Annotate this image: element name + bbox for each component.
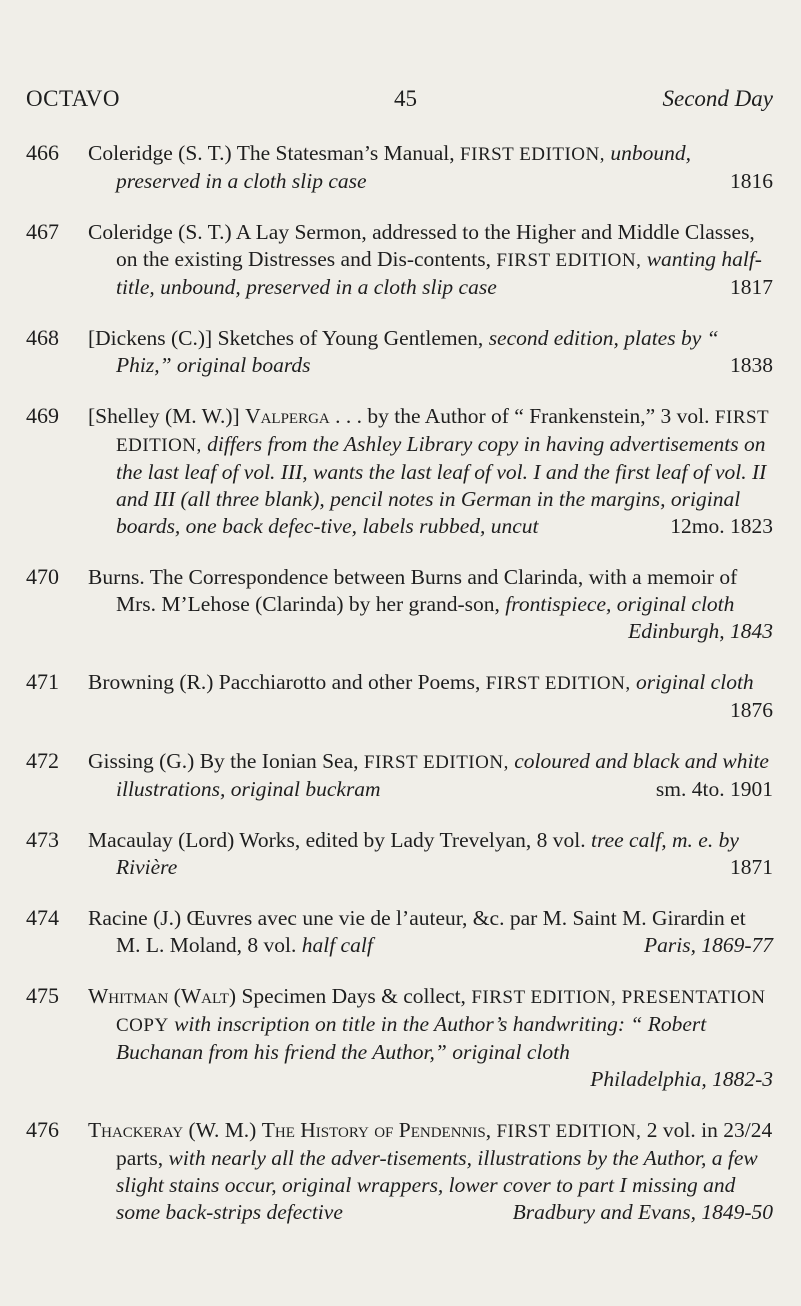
lot-author: Browning (R.) — [88, 670, 214, 694]
lot-description — [88, 983, 773, 1093]
lot-list — [26, 140, 773, 1250]
lot-entry — [26, 140, 773, 195]
lot-number: 471 — [26, 669, 59, 694]
lot-entry — [26, 325, 773, 379]
lot-condition: tree calf, m. e. by Rivière — [116, 828, 739, 879]
lot-author: Thackeray (W. M.) — [88, 1118, 257, 1142]
lot-condition: half calf — [301, 933, 373, 957]
lot-author: Burns. — [88, 565, 145, 589]
lot-entry — [26, 403, 773, 540]
lot-condition: differs from the Ashley Library copy in having advertisements on the last leaf of vol. III, wants the last leaf of vol. I and the first leaf of vol. II and III (all three blank), pencil notes in German in the margins, original boards, one back defec-tive, labels rubbed, uncut — [116, 432, 767, 538]
lot-imprint: Bradbury and Evans, 1849-50 — [512, 1200, 773, 1224]
lot-entry — [26, 748, 773, 803]
lot-edition: FIRST EDITION, — [116, 407, 769, 456]
lot-title: Specimen Days & collect, — [241, 984, 466, 1008]
lot-edition: FIRST EDITION, — [363, 752, 509, 773]
lot-imprint: sm. 4to. 1901 — [655, 777, 773, 801]
page-number: 45 — [394, 86, 417, 111]
lot-condition: with inscription on title in the Author’s handwriting: “ Robert Buchanan from his friend the Author,” original cloth — [116, 1012, 707, 1064]
lot-title: By the Ionian Sea, — [199, 749, 359, 773]
lot-number: 475 — [26, 983, 59, 1008]
lot-author: [Shelley (M. W.)] — [88, 404, 240, 428]
lot-title: 2 vol. in 23/24 parts, — [116, 1118, 773, 1170]
lot-description — [88, 1117, 773, 1226]
lot-number: 470 — [26, 564, 59, 589]
lot-number: 473 — [26, 827, 59, 852]
lot-author: Whitman (Walt) — [88, 984, 237, 1008]
lot-entry — [26, 983, 773, 1093]
lot-author: Coleridge (S. T.) — [88, 220, 232, 244]
lot-author: Coleridge (S. T.) — [88, 141, 232, 165]
lot-title-small-caps: Valperga . . . — [245, 404, 363, 428]
lot-imprint: 1876 — [730, 698, 773, 722]
lot-number: 467 — [26, 219, 59, 244]
lot-edition: FIRST EDITION, — [460, 144, 605, 165]
lot-description — [88, 219, 773, 301]
lot-imprint: 1817 — [730, 275, 773, 299]
lot-title: Sketches of Young Gentlemen, — [217, 326, 484, 350]
lot-title: Pacchiarotto and other Poems, — [218, 670, 481, 694]
lot-condition: wanting half-title, unbound, preserved in a cloth slip case — [116, 247, 762, 299]
lot-entry — [26, 1117, 773, 1226]
lot-description — [88, 140, 773, 195]
lot-title: by the Author of “ Frankenstein,” 3 vol. — [367, 404, 710, 428]
lot-edition: FIRST EDITION, — [496, 250, 642, 271]
lot-title: The Correspondence between Burns and Clarinda, with a memoir of Mrs. M’Lehose (Clarinda) by her grand-son, — [116, 565, 738, 616]
lot-description — [88, 748, 773, 803]
lot-entry — [26, 827, 773, 881]
lot-presentation: PRESENTATION COPY — [116, 987, 766, 1036]
lot-number: 472 — [26, 748, 59, 773]
lot-description — [88, 325, 773, 379]
lot-description — [88, 669, 773, 724]
lot-imprint: Philadelphia, 1882-3 — [590, 1067, 773, 1091]
lot-edition: FIRST EDITION, — [485, 673, 631, 694]
lot-imprint: 12mo. 1823 — [670, 514, 773, 538]
lot-number: 474 — [26, 905, 59, 930]
lot-number: 466 — [26, 140, 59, 165]
lot-author: Gissing (G.) — [88, 749, 195, 773]
lot-title: A Lay Sermon, addressed to the Higher and Middle Classes, on the existing Distresses and Dis-contents, — [116, 220, 755, 271]
sale-day-heading: Second Day — [662, 86, 773, 111]
lot-description — [88, 564, 773, 645]
lot-description — [88, 905, 773, 959]
lot-title: Œuvres avec une vie de l’auteur, &c. par M. Saint M. Girardin et M. L. Moland, 8 vol. — [116, 906, 746, 957]
lot-condition: second edition, plates by “ Phiz,” original boards — [116, 326, 719, 377]
lot-imprint: Paris, 1869-77 — [644, 933, 773, 957]
lot-edition: FIRST EDITION, — [471, 987, 617, 1008]
lot-number: 469 — [26, 403, 59, 428]
lot-author: Macaulay (Lord) — [88, 828, 235, 852]
lot-imprint: Edinburgh, 1843 — [628, 619, 773, 643]
lot-title-small-caps: The History of Pendennis, — [261, 1118, 492, 1142]
lot-entry — [26, 905, 773, 959]
lot-condition: with nearly all the adver-tisements, illustrations by the Author, a few slight stains occur, original wrappers, lower cover to part I missing and some back-strips defective — [116, 1146, 758, 1224]
lot-title: The Statesman’s Manual, — [236, 141, 455, 165]
lot-title: Works, edited by Lady Trevelyan, 8 vol. — [239, 828, 586, 852]
format-heading: OCTAVO — [26, 86, 121, 111]
lot-author: [Dickens (C.)] — [88, 326, 213, 350]
lot-author: Racine (J.) — [88, 906, 182, 930]
lot-edition: FIRST EDITION, — [496, 1121, 642, 1142]
lot-number: 476 — [26, 1117, 59, 1142]
lot-entry — [26, 669, 773, 724]
lot-imprint: 1816 — [730, 169, 773, 193]
lot-imprint: 1838 — [730, 353, 773, 377]
lot-condition: frontispiece, original cloth — [505, 592, 735, 616]
lot-condition: original cloth — [636, 670, 754, 694]
lot-entry — [26, 564, 773, 645]
lot-number: 468 — [26, 325, 59, 350]
lot-condition: unbound, preserved in a cloth slip case — [116, 141, 691, 193]
lot-description — [88, 827, 773, 881]
lot-entry — [26, 219, 773, 301]
lot-condition: coloured and black and white illustrations, original buckram — [116, 749, 769, 801]
page-header — [26, 86, 773, 120]
lot-imprint: 1871 — [730, 855, 773, 879]
lot-description — [88, 403, 773, 540]
